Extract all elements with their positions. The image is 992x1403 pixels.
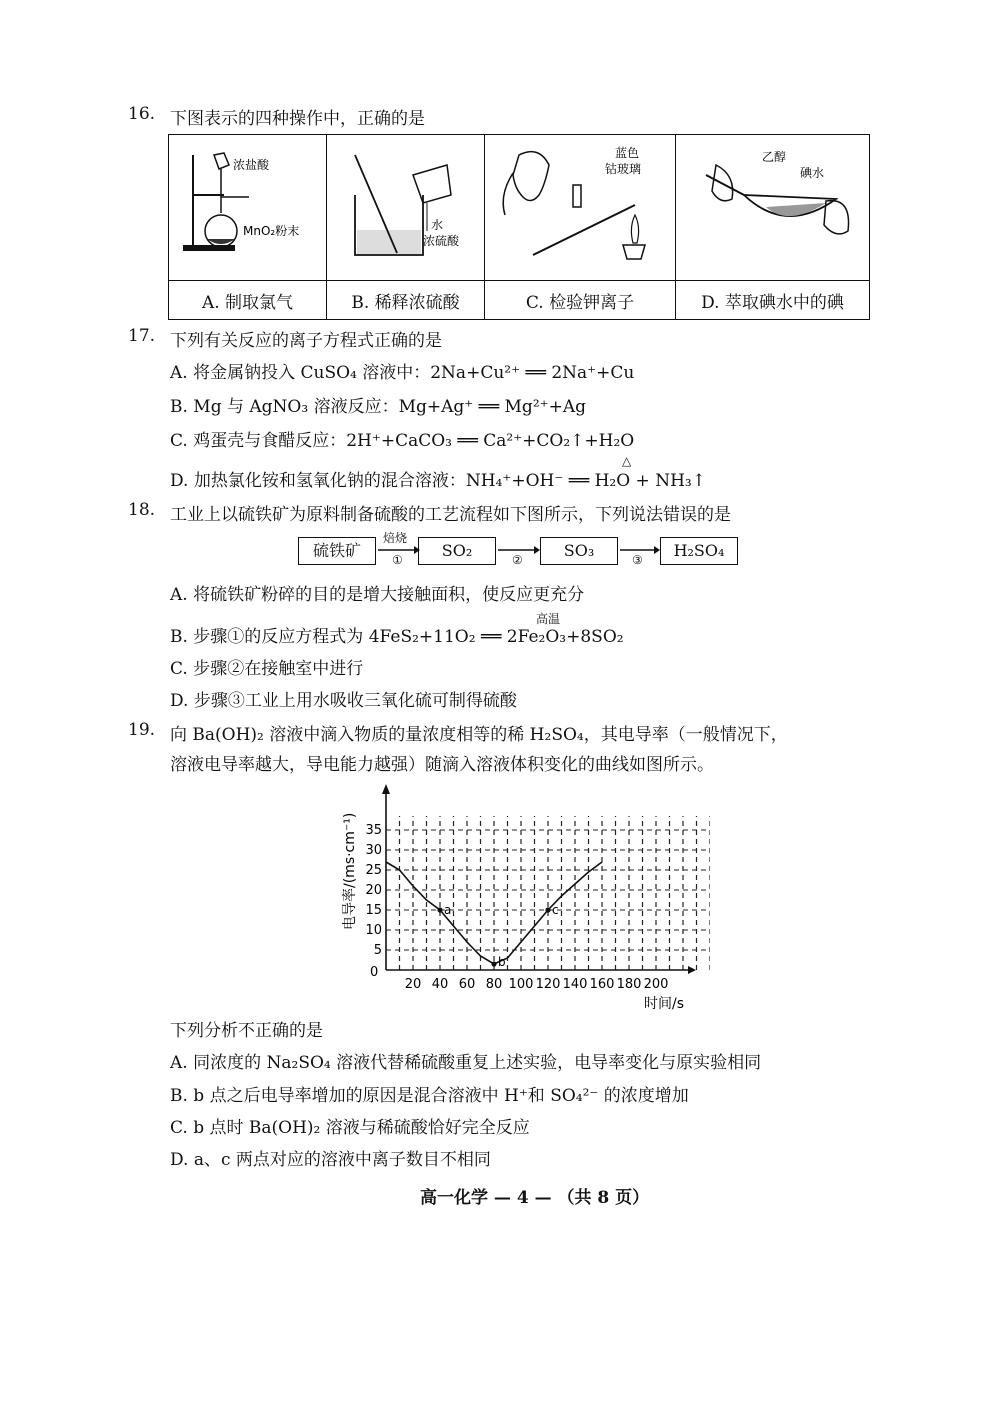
q19-option-a: A. 同浓度的 Na₂SO₄ 溶液代替稀硫酸重复上述实验，电导率变化与原实验相同 <box>170 1053 762 1073</box>
q18-option-b-condition: 高温 <box>536 612 561 626</box>
chart-grid <box>386 816 710 970</box>
q16-number: 16. <box>128 104 156 124</box>
q17-option-a: A. 将金属钠投入 CuSO₄ 溶液中：2Na+Cu²⁺ ══ 2Na⁺+Cu <box>170 363 635 383</box>
y-tick-label: 30 <box>365 843 382 858</box>
chart-ylabel: 电导率/(ms·cm⁻¹) <box>342 812 358 930</box>
x-tick-label: 40 <box>431 977 449 992</box>
x-axis-arrow <box>688 966 696 974</box>
q18-option-b: B. 步骤①的反应方程式为 4FeS₂+11O₂ ══ 2Fe₂O₃+8SO₂ <box>170 627 624 647</box>
y-tick-label: 10 <box>365 923 382 938</box>
flow-box-so2: SO₂ <box>418 537 496 565</box>
conductivity-chart <box>330 780 710 1010</box>
q16-figure-b <box>327 135 485 281</box>
point-label-c: c <box>552 903 559 917</box>
x-tick-label: 200 <box>643 977 669 992</box>
label-blue: 蓝色 <box>615 146 640 160</box>
q16-figure-table <box>168 134 870 320</box>
q19-option-c: C. b 点时 Ba(OH)₂ 溶液与稀硫酸恰好完全反应 <box>170 1118 530 1138</box>
y-tick-label: 25 <box>365 863 382 878</box>
q19-stem-line2: 溶液电导率越大，导电能力越强）随滴入溶液体积变化的曲线如图所示。 <box>170 755 714 775</box>
q19-sub-stem: 下列分析不正确的是 <box>170 1021 323 1041</box>
q16-figure-a <box>169 135 327 281</box>
q17-stem: 下列有关反应的离子方程式正确的是 <box>170 331 442 351</box>
flow-box-so3: SO₃ <box>540 537 618 565</box>
extraction-illustration <box>676 135 868 275</box>
label-mno2-powder: MnO₂粉末 <box>243 224 300 238</box>
x-tick-label: 180 <box>616 977 642 992</box>
y-tick-label: 20 <box>365 883 382 898</box>
flow-box-pyrite: 硫铁矿 <box>298 537 376 565</box>
q16-caption-d: D. 萃取碘水中的碘 <box>676 281 870 320</box>
q18-option-d: D. 步骤③工业上用水吸收三氧化硫可制得硫酸 <box>170 691 517 711</box>
chart-points <box>437 903 558 969</box>
chart-ticks <box>365 823 668 992</box>
label-conc-hcl: 浓盐酸 <box>233 158 270 172</box>
x-tick-label: 100 <box>508 977 534 992</box>
point-a <box>437 907 442 912</box>
chart-axes <box>382 784 696 974</box>
chart-origin-label: 0 <box>370 965 379 980</box>
label-cobalt-glass: 钴玻璃 <box>605 162 642 176</box>
dilution-illustration <box>327 135 484 275</box>
flow-box-h2so4: H₂SO₄ <box>660 537 738 565</box>
q16-caption-a: A. 制取氯气 <box>169 281 327 320</box>
label-iodine-water: 碘水 <box>800 166 825 180</box>
chart-xlabel: 时间/s <box>644 996 685 1010</box>
q16-figure-c <box>485 135 676 281</box>
q16-caption-b: B. 稀释浓硫酸 <box>327 281 485 320</box>
q17-option-c: C. 鸡蛋壳与食醋反应：2H⁺+CaCO₃ ══ Ca²⁺+CO₂↑+H₂O <box>170 431 635 451</box>
flame-test-illustration <box>485 135 675 275</box>
flow-step1: ① <box>392 553 403 567</box>
q19-stem-line1: 向 Ba(OH)₂ 溶液中滴入物质的量浓度相等的稀 H₂SO₄，其电导率（一般情况下， <box>170 725 788 745</box>
page-footer: 高一化学 — 4 — （共 8 页） <box>420 1188 650 1208</box>
q19-number: 19. <box>128 720 156 740</box>
y-tick-label: 15 <box>365 903 382 918</box>
point-label-b: b <box>498 955 506 969</box>
q18-number: 18. <box>128 500 156 520</box>
flow-step1-condition: 焙烧 <box>383 531 408 545</box>
point-b <box>491 961 496 966</box>
q16-caption-c: C. 检验钾离子 <box>485 281 676 320</box>
q16-figure-d <box>676 135 870 281</box>
x-tick-label: 80 <box>485 977 503 992</box>
x-tick-label: 160 <box>589 977 615 992</box>
q18-option-c: C. 步骤②在接触室中进行 <box>170 659 364 679</box>
x-tick-label: 60 <box>458 977 476 992</box>
q17-option-b: B. Mg 与 AgNO₃ 溶液反应：Mg+Ag⁺ ══ Mg²⁺+Ag <box>170 397 587 417</box>
q17-number: 17. <box>128 326 156 346</box>
chlorine-apparatus-illustration <box>169 135 326 275</box>
label-ethanol: 乙醇 <box>762 150 787 164</box>
y-tick-label: 35 <box>365 823 382 838</box>
point-c <box>545 907 550 912</box>
y-axis-arrow <box>382 784 390 794</box>
q17-option-d-condition: △ <box>622 454 632 468</box>
x-tick-label: 20 <box>404 977 422 992</box>
flow-step3: ③ <box>632 553 643 567</box>
q19-option-d: D. a、c 两点对应的溶液中离子数目不相同 <box>170 1150 491 1170</box>
q18-stem: 工业上以硫铁矿为原料制备硫酸的工艺流程如下图所示，下列说法错误的是 <box>170 505 731 525</box>
q18-option-a: A. 将硫铁矿粉碎的目的是增大接触面积，使反应更充分 <box>170 585 585 605</box>
q16-stem: 下图表示的四种操作中，正确的是 <box>170 109 425 129</box>
q17-option-d: D. 加热氯化铵和氢氧化钠的混合溶液：NH₄⁺+OH⁻ ══ H₂O + NH₃↑ <box>170 471 706 491</box>
q19-option-b: B. b 点之后电导率增加的原因是混合溶液中 H⁺和 SO₄²⁻ 的浓度增加 <box>170 1086 689 1106</box>
flow-step2: ② <box>512 553 523 567</box>
label-water: 水 <box>431 218 444 232</box>
x-tick-label: 140 <box>562 977 588 992</box>
x-tick-label: 120 <box>535 977 561 992</box>
point-label-a: a <box>444 903 452 917</box>
y-tick-label: 5 <box>373 943 382 958</box>
label-conc-h2so4: 浓硫酸 <box>423 234 460 248</box>
